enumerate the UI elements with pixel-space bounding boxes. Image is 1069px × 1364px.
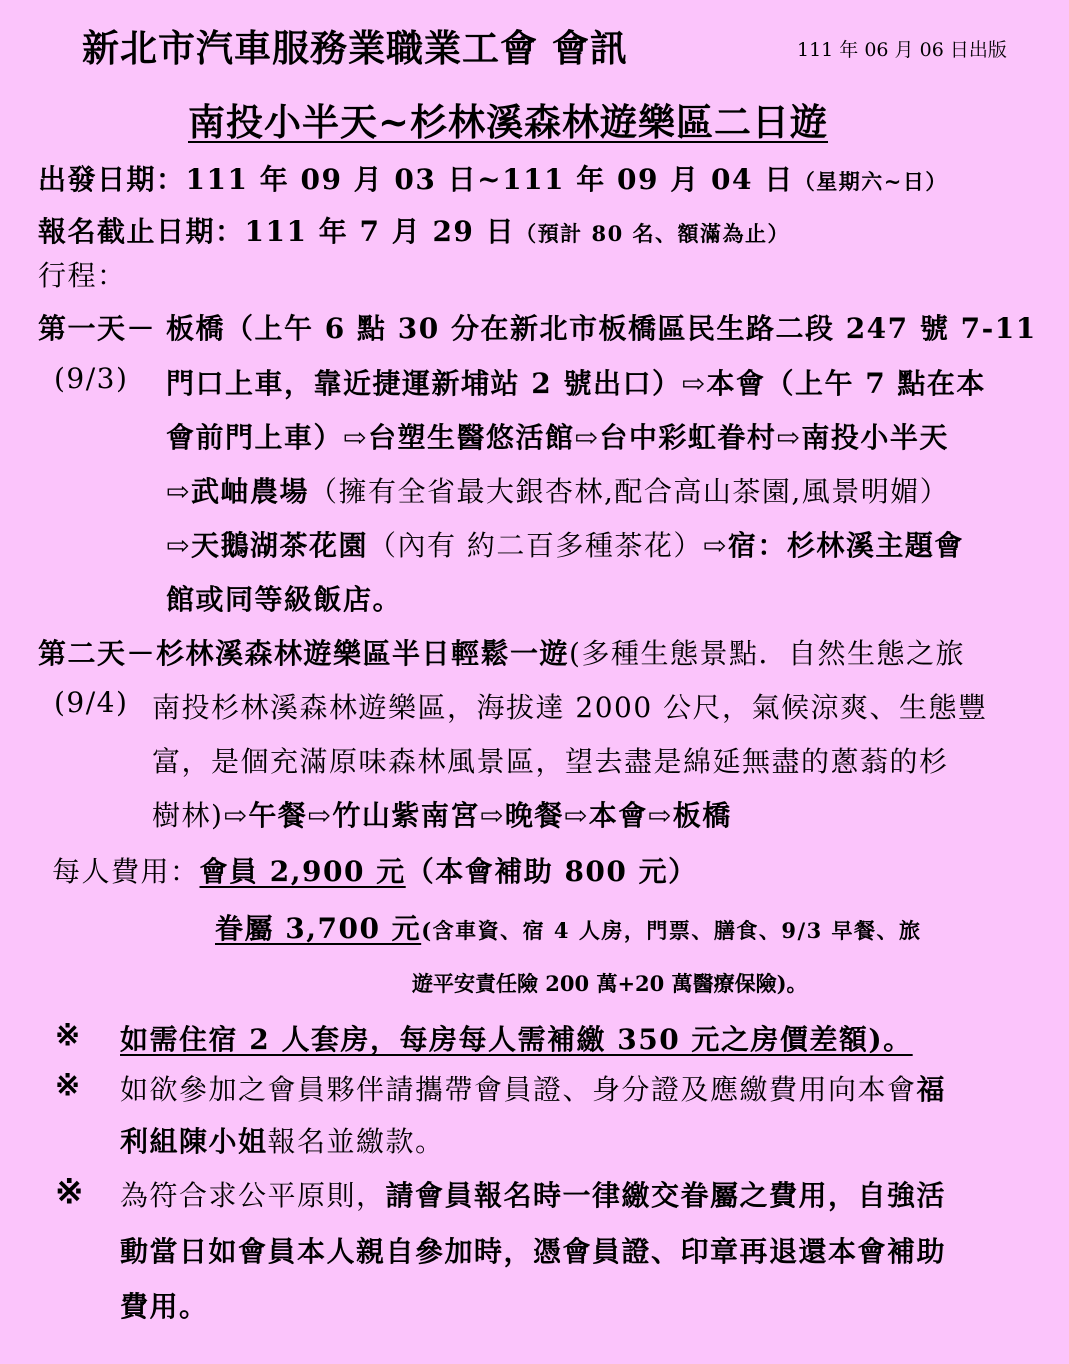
departure-note: （星期六~日）: [793, 169, 948, 194]
deadline-row: [38, 210, 790, 250]
day1-farm-note: （擁有全省最大銀杏林,配合高山茶園,風景明媚）: [308, 475, 950, 508]
deadline-value: 111 年 7 月 29 日: [244, 215, 516, 248]
day2-label: 第二天－杉林溪森林遊樂區半日輕鬆一遊: [38, 637, 570, 670]
day1-garden: ⇨天鵝湖茶花園: [166, 529, 368, 562]
day1-line: 館或同等級飯店。: [166, 583, 403, 616]
itinerary-label: 行程：: [38, 259, 127, 292]
org-title: 新北市汽車服務業職業工會 會訊: [82, 26, 628, 70]
day2-route: ⇨午餐⇨竹山紫南宮⇨晚餐⇨本會⇨板橋: [223, 799, 732, 832]
publish-date: 111 年 06 月 06 日出版: [797, 39, 1007, 61]
day1-line: 門口上車，靠近捷運新埔站 2 號出口）⇨本會（上午 7 點在本: [166, 367, 986, 400]
day2-line: [152, 794, 732, 834]
note-mark: ※: [55, 1068, 81, 1103]
day2-date: (9/4): [54, 686, 129, 719]
note-fairness-line2: 動當日如會員本人親自參加時，憑會員證、印章再退還本會補助: [120, 1235, 947, 1268]
day1-farm: ⇨武岫農場: [166, 475, 309, 508]
fee-row: [52, 850, 698, 890]
fee-family-note: (含車資、宿 4 人房，門票、膳食、9/3 早餐、旅: [421, 918, 922, 943]
note-fairness-rule: 請會員報名時一律繳交眷屬之費用，自強活: [385, 1179, 947, 1212]
note-mark: ※: [55, 1018, 81, 1053]
note-fairness-intro: 為符合求公平原則，: [120, 1179, 386, 1212]
departure-value: 111 年 09 月 03 日~111 年 09 月 04 日: [185, 163, 794, 196]
fee-family: 眷屬 3,700 元: [215, 912, 422, 945]
note-registration-line2: [120, 1120, 445, 1160]
fee-member: 會員 2,900 元: [199, 855, 406, 888]
note-registration-contact: 利組陳小姐: [120, 1125, 268, 1158]
day1-line: [166, 524, 964, 564]
day2-label-note: (多種生態景點．自然生態之旅: [569, 637, 965, 670]
note-registration-text: 如欲參加之會員夥伴請攜帶會員證、身分證及應繳費用向本會: [120, 1073, 917, 1106]
fee-label: 每人費用：: [52, 855, 200, 888]
note-fairness-line3: 費用。: [120, 1290, 209, 1323]
day1-line: 板橋（上午 6 點 30 分在新北市板橋區民生路二段 247 號 7-11: [166, 312, 1037, 345]
departure-label: 出發日期：: [38, 163, 186, 196]
day2-row: [38, 632, 965, 672]
deadline-label: 報名截止日期：: [38, 215, 245, 248]
note-registration-end: 報名並繳款。: [267, 1125, 445, 1158]
deadline-note: （預計 80 名、額滿為止）: [515, 221, 791, 246]
fee-member-note: （本會補助 800 元）: [405, 855, 698, 888]
day2-line: 南投杉林溪森林遊樂區，海拔達 2000 公尺，氣候涼爽、生態豐: [152, 691, 988, 724]
fee-family-note-2: 遊平安責任險 200 萬+20 萬醫療保險)。: [412, 971, 808, 996]
note-registration: [120, 1068, 946, 1108]
day2-line: 富，是個充滿原味森林風景區，望去盡是綿延無盡的蔥蓊的杉: [152, 745, 949, 778]
day1-date: (9/3): [54, 362, 129, 395]
day1-lodging: ⇨宿：杉林溪主題會: [702, 529, 964, 562]
trip-title: 南投小半天~杉林溪森林遊樂區二日遊: [188, 100, 829, 144]
departure-row: [38, 158, 948, 198]
note-mark: ※: [55, 1172, 84, 1212]
note-registration-contact: 福: [916, 1073, 947, 1106]
note-fairness: [120, 1174, 946, 1214]
day1-line: [166, 470, 949, 510]
day1-garden-note: （內有 約二百多種茶花）: [367, 529, 703, 562]
fee-family-row: [215, 907, 922, 947]
day1-label: 第一天－: [38, 312, 157, 345]
day1-line: 會前門上車）⇨台塑生醫悠活館⇨台中彩虹眷村⇨南投小半天: [166, 421, 949, 454]
day2-forest: 樹林): [152, 799, 224, 832]
note-room-upgrade: 如需住宿 2 人套房，每房每人需補繳 350 元之房價差額)。: [120, 1023, 913, 1056]
